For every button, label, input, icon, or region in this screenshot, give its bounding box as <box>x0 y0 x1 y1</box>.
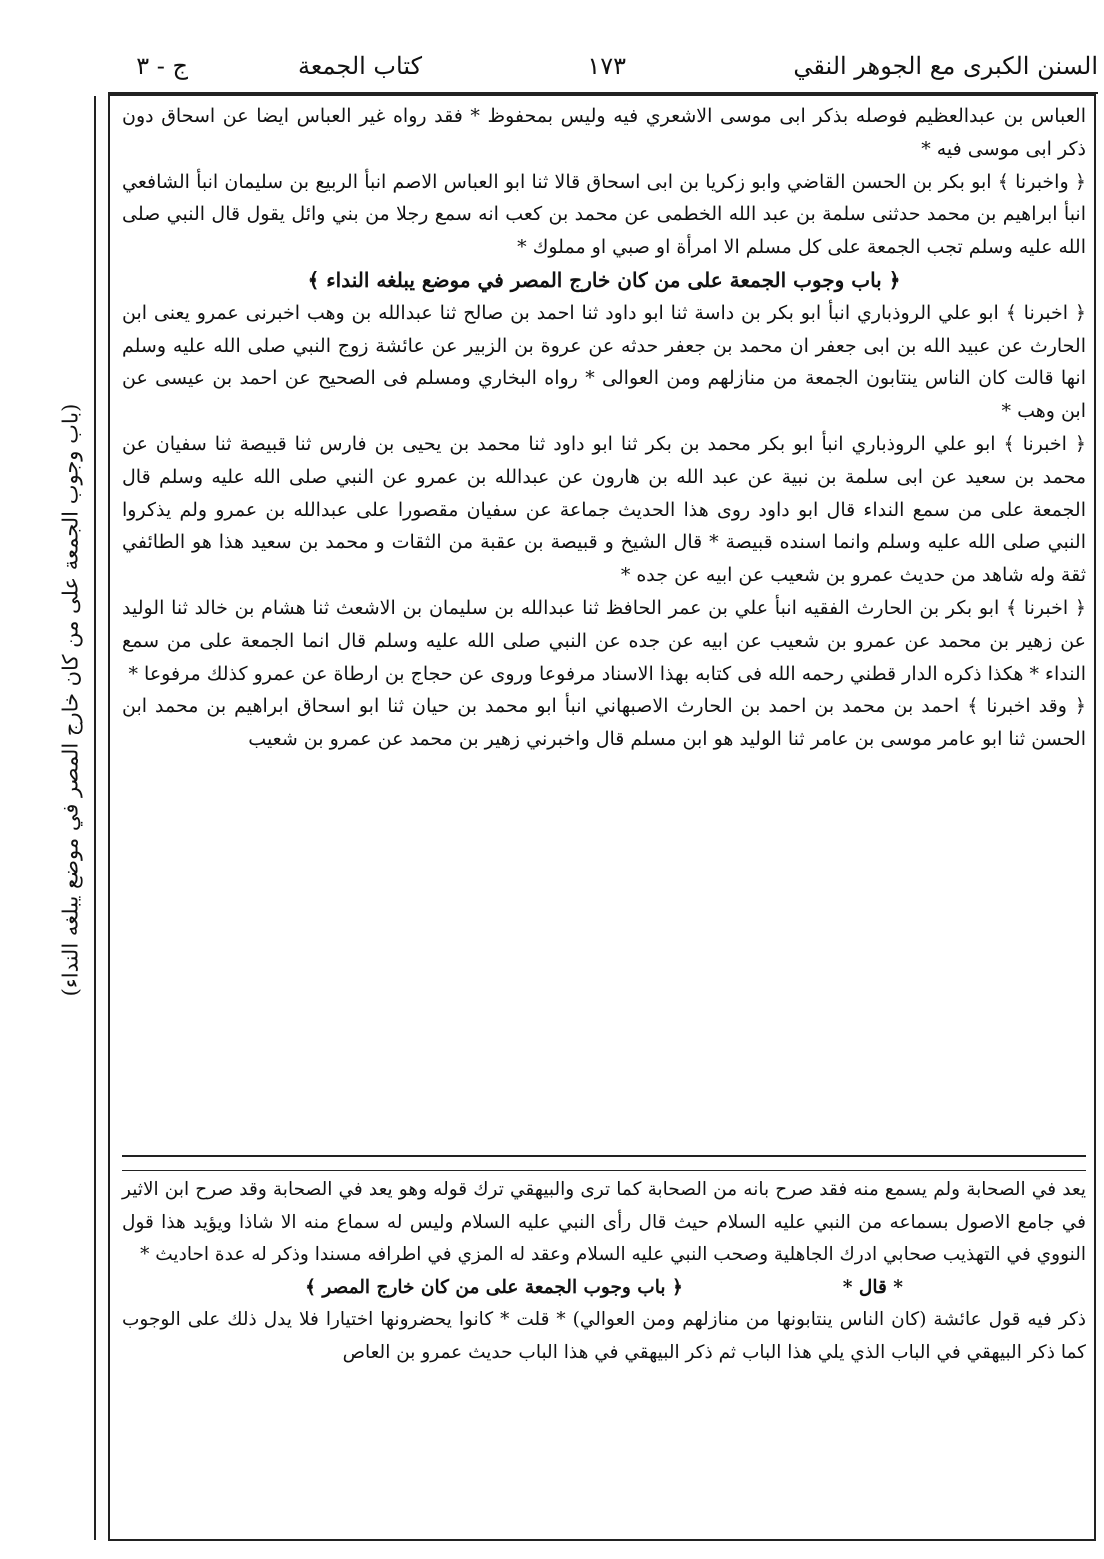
paragraph: ﴿ اخبرنا ﴾ ابو علي الروذباري انبأ ابو بكر بن داسة ثنا ابو داود ثنا احمد بن صالح ثنا عبدالله بن وهب اخبرنى عمرو يعنى ابن الحارث عن عبيد الله بن ابى جعفر ان محمد بن جعفر حدثه عن عروة بن الزبير عن عائشة زوج النبي صلى الله عليه وسلم انها قالت كان الناس ينتابون الجمعة من منازلهم ومن العوالى * رواه البخاري ومسلم فى الصحيح عن احمد بن عيسى عن ابن وهب * <box>122 301 1086 423</box>
page-header <box>88 48 1098 94</box>
volume-label: ج - ٣ <box>136 52 188 80</box>
footnote-divider-thin <box>122 1170 1086 1171</box>
main-text <box>122 100 1086 756</box>
commentary-section <box>122 1174 1086 1369</box>
chapter-heading: ﴿ باب وجوب الجمعة على من كان خارج المصر في موضع يبلغه النداء ﴾ <box>307 267 901 292</box>
paragraph: ﴿ وقد اخبرنا ﴾ احمد بن محمد بن احمد بن الحارث الاصبهاني انبأ ابو محمد بن حيان ثنا ابو اسحاق ابراهيم بن محمد ابن الحسن ثنا ابو عامر موسى بن عامر ثنا الوليد هو ابن مسلم قال واخبرني زهير بن محمد عن عمرو بن شعيب <box>122 695 1086 751</box>
commentary-paragraph: يعد في الصحابة ولم يسمع منه فقد صرح بانه من الصحابة كما ترى والبيهقي ترك قوله وهو يعد في الصحابة وقد صرح ابن الاثير في جامع الاصول بسماعه من النبي عليه السلام حيث قال رأى النبي عليه السلام وليس له سماع منه الا شاذا ويؤيد هذا قول النووي في التهذيب صحابي ادرك الجاهلية وصحب النبي عليه السلام وعقد له المزي في اطرافه مسندا وذكر له عدة احاديث * <box>122 1179 1086 1265</box>
paragraph: ﴿ اخبرنا ﴾ ابو علي الروذباري انبأ ابو بكر محمد بن بكر ثنا ابو داود ثنا محمد بن يحيى بن فارس ثنا قبيصة ثنا سفيان عن محمد بن سعيد عن ابى سلمة بن نبية عن عبد الله بن هارون عن عبدالله بن عمرو عن النبي صلى الله عليه وسلم قال الجمعة على من سمع النداء قال ابو داود روى هذا الحديث جماعة عن سفيان مقصورا على عبدالله بن عمرو ولم يذكروا النبي صلى الله عليه وسلم وانما اسنده قبيصة * قال الشيخ و قبيصة بن عقبة من الثقات و محمد بن سعيد هذا هو الطائفي ثقة وله شاهد من حديث عمرو بن شعيب عن ابيه عن جده * <box>122 432 1086 587</box>
commentary-heading-row <box>122 1272 1086 1305</box>
commentary-paragraph: ذكر فيه قول عائشة (كان الناس ينتابونها من منازلهم ومن العوالي) * قلت * كانوا يحضرونها اختيارا فلا يدل ذلك على الوجوب كما ذكر البيهقي في الباب الذي يلي هذا الباب ثم ذكر البيهقي في هذا الباب حديث عمرو بن العاص <box>122 1309 1086 1363</box>
paragraph: ﴿ واخبرنا ﴾ ابو بكر بن الحسن القاضي وابو زكريا بن ابى اسحاق قالا ثنا ابو العباس الاصم انبأ الربيع بن سليمان انبأ الشافعي انبأ ابراهيم بن محمد حدثنى سلمة بن عبد الله الخطمى عن محمد بن كعب انه سمع رجلا من بني وائل يقول قال النبي صلى الله عليه وسلم تجب الجمعة على كل مسلم الا امرأة او صبي او مملوك * <box>122 170 1086 259</box>
footnote-divider <box>122 1155 1086 1157</box>
margin-chapter-note-text: (باب وجوب الجمعة على من كان خارج المصر في موضع يبلغه النداء) <box>58 403 82 997</box>
paragraph: العباس بن عبدالعظيم فوصله بذكر ابى موسى الاشعري فيه وليس بمحفوظ * فقد رواه غير العباس ايضا عن اسحاق دون ذكر ابى موسى فيه * <box>122 105 1086 160</box>
page-number: ١٧٣ <box>587 52 626 80</box>
commentary-chapter-heading: ﴿ باب وجوب الجمعة على من كان خارج المصر ﴾ <box>305 1276 683 1298</box>
qala-label: * قال * <box>842 1276 903 1298</box>
margin-chapter-note <box>50 330 90 1070</box>
margin-rule <box>94 96 96 1540</box>
header-title: السنن الكبرى مع الجوهر النقي <box>793 52 1098 80</box>
paragraph: ﴿ اخبرنا ﴾ ابو بكر بن الحارث الفقيه انبأ علي بن عمر الحافظ ثنا عبدالله بن سليمان بن الاشعث ثنا هشام بن خالد ثنا الوليد عن زهير بن محمد عن عمرو بن شعيب عن ابيه عن جده عن النبي صلى الله عليه وسلم قال انما الجمعة على من سمع النداء * هكذا ذكره الدار قطني رحمه الله فى كتابه بهذا الاسناد مرفوعا وروى عن حجاج بن ارطاة عن عمرو كذلك مرفوعا * <box>122 596 1086 685</box>
book-title: كتاب الجمعة <box>298 52 422 80</box>
